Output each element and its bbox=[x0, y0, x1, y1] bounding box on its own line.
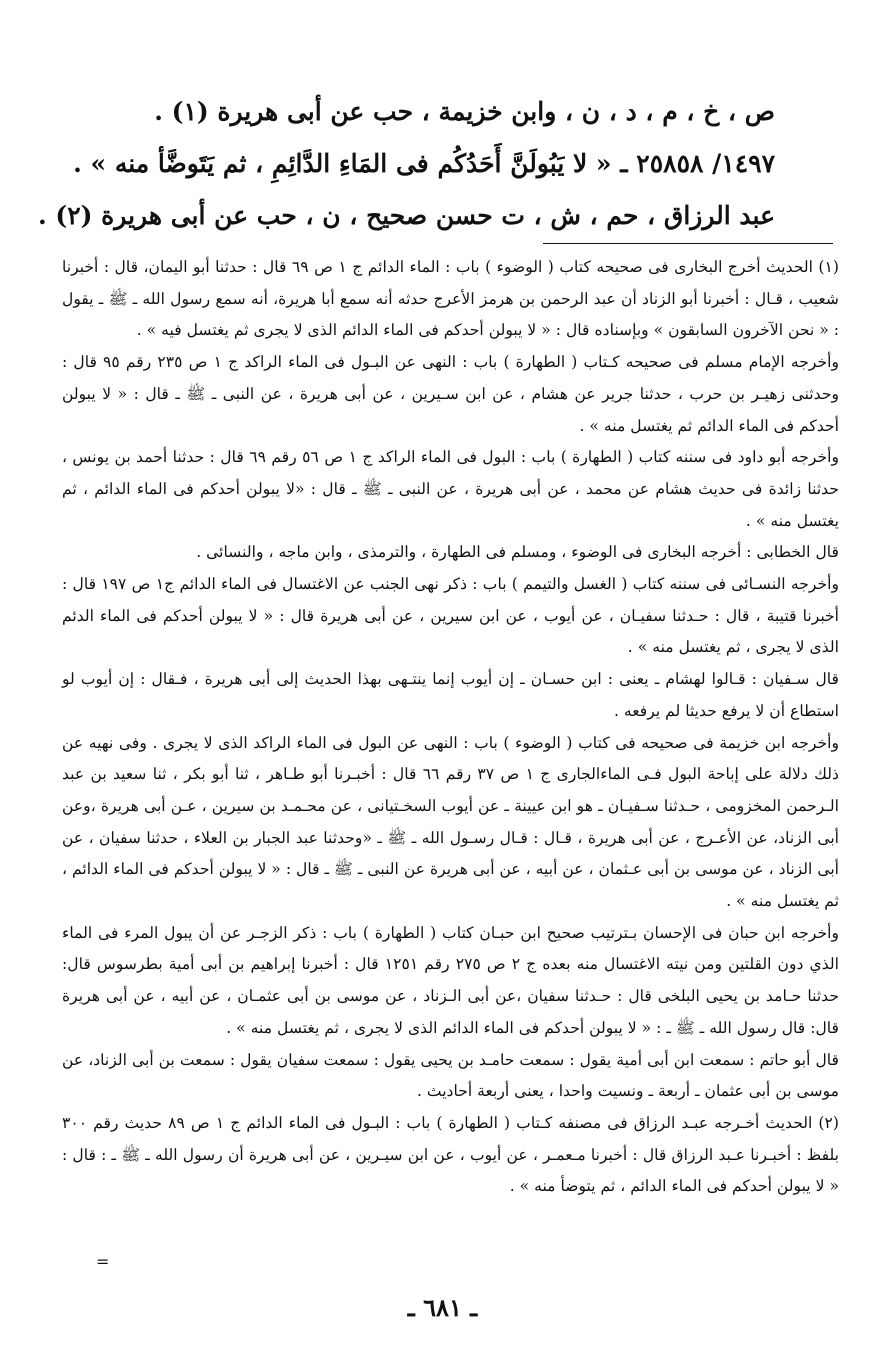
footnote-paragraph: (٢) الحديث أخـرجه عبـد الرزاق فى مصنفه كـتاب ( الطهارة ) باب : البـول فى الماء الدائم ج ١ ص ٨٩ حديث رقم ٣٠٠ بلفظ : أخبـرنا عـبد الرزاق قال : أخبرنا مـعمـر ، عن أيوب ، عن ابن سيـرين ، عن أبى هريرة أن رسول الله ـ ﷺ ـ : قال : « لا يبولن أحدكم فى الماء الدائم ، ثم يتوضأ منه » . bbox=[62, 1113, 840, 1196]
footnotes bbox=[62, 252, 839, 1203]
main-text bbox=[37, 86, 775, 242]
footnote-separator bbox=[543, 243, 833, 244]
main-line: عبد الرزاق ، حم ، ش ، ت حسن صحيح ، ن ، حب عن أبى هريرة (٢) . bbox=[37, 201, 775, 230]
hadith-line: ١٤٩٧/ ٢٥٨٥٨ ـ « لا يَبُولَنَّ أَحَدُكُم فى المَاءِ الدَّائِمِ ، ثم يَتَوضَّأ منه » . bbox=[73, 149, 775, 178]
page-number: ـ ٦٨١ ـ bbox=[407, 1293, 478, 1322]
footnote-paragraph: وأخرجه ابن حبان فى الإحسان بـترتيب صحيح ابن حبـان كتاب ( الطهارة ) باب : ذكر الزجـر عن أن يبول المرء فى الماء الذي دون القلتين ومن نيته الاغتسال منه بعده ج ٢ ص ٢٧٥ رقم ١٢٥١ قال : أخبرنا إبراهيم بن أبى أمية بطرسوس قال: حدثنا حـامد بن يحيى البلخى قال : حـدثنا سفيان ،عن أبى الـزناد ، عن موسى بن أبى عثمـان ، عن أبيه ، عن أبى هريرة قال: قال رسول الله ـ ﷺ ـ : « لا يبولن أحدكم فى الماء الدائم الذى لا يجرى ، ثم يغتسل منه » . bbox=[62, 923, 839, 1037]
footnote-paragraph: وأخرجه أبو داود فى سننه كتاب ( الطهارة ) باب : البول فى الماء الراكد ج ١ ص ٥٦ رقم ٦٩ قال : حدثنا أحمد بن يونس ، حدثنا زائدة فى حديث هشام عن محمد ، عن أبى هريرة ، عن النبى ـ ﷺ ـ قال : «لا يبولن أحدكم فى الماء الدائم ، ثم يغتسل منه » . bbox=[62, 448, 839, 530]
footnote-paragraph: وأخرجه الإمام مسلم فى صحيحه كـتاب ( الطهارة ) باب : النهى عن البـول فى الماء الراكد ج ١ ص ٢٣٥ رقم ٩٥ قال : وحدثنى زهيـر بن حرب ، حدثنا جرير عن هشام ، عن ابن سـيرين ، عن أبى هريرة ، عن النبى ـ ﷺ ـ قال : « لا يبولن أحدكم فى الماء الدائم ثم يغتسل منه » . bbox=[62, 353, 839, 435]
main-line: ص ، خ ، م ، د ، ن ، وابن خزيمة ، حب عن أبى هريرة (١) . bbox=[154, 97, 775, 126]
footnote-paragraph: قال سـفيان : قـالوا لهشام ـ يعنى : ابن حسـان ـ إن أيوب إنما ينتـهى بهذا الحديث إلى أبى هريرة ، فـقال : إن أيوب لو استطاع أن لا يرفع حديثا لم يرفعه . bbox=[62, 670, 839, 720]
footnote-paragraph: وأخرجه النسـائى فى سننه كتاب ( الغسل والتيمم ) باب : ذكر نهى الجنب عن الاغتسال فى الماء الدائم ج١ ص ١٩٧ قال : أخبرنا قتيبة ، قال : حـدثنا سفيـان ، عن أيوب ، عن ابن سيرين ، عن أبى هريرة قال : « لا يبولن أحدكم فى الماء الدئم الذى لا يجرى ، ثم يغتسل منه » . bbox=[62, 575, 839, 657]
footnote-paragraph: قال أبو حاتم : سمعت ابن أبى أمية يقول : سمعت حامـد بن يحيى يقول : سمعت سفيان يقول : سمعت بن أبى الزناد، عن موسى بن أبى عثمان ـ أربعة ـ ونسيت واحدا ، يعنى أربعة أحاديث . bbox=[62, 1050, 839, 1101]
footnote-paragraph: قال الخطابى : أخرجه البخارى فى الوضوء ، ومسلم فى الطهارة ، والترمذى ، وابن ماجه ، والنسائى . bbox=[196, 543, 839, 562]
footnote-paragraph: (١) الحديث أخرج البخارى فى صحيحه كتاب ( الوضوء ) باب : الماء الدائم ج ١ ص ٦٩ قال : حدثنا أبو اليمان، قال : أخبرنا شعيب ، قـال : أخبرنا أبو الزناد أن عبد الرحمن بن هرمز الأعرج حدثه أنه سمع أبا هريرة، أنه سمع رسول الله ـ ﷺ ـ يقول : « نحن الآخرون السابقون » وبإسناده قال : « لا يبولن أحدكم فى الماء الدائم الذى لا يجرى ثم يغتسل فيه » . bbox=[62, 258, 839, 340]
footnote-paragraph: وأخرجه ابن خزيمة فى صحيحه فى كتاب ( الوضوء ) باب : النهى عن البول فى الماء الراكد الذى لا يجرى . وفى نهيه عن ذلك دلالة على إباحة البول فـى الماءالجارى ج ١ ص ٣٧ رقم ٦٦ قال : أخبـرنا أبو طـاهر ، ثنا أبو بكر ، ثنا سعيد بن عبد الـرحمن المخزومى ، حـدثنا سـفيـان ـ هو ابن عيينة ـ عن أيوب السخـتيانى ، عن محـمـد بن سيرين ، عـن أبى هريرة ،وعن أبى الزناد، عن الأعـرج ، عن أبى هريرة ، قـال : قـال رسـول الله ـ ﷺ ـ «وحدثنا عبد الجبار بن العلاء ، حدثنا سفيان ، عن أبى الزناد ، عن موسى بن أبى عـثمان ، عن أبيه ، عن أبى هريرة عن النبى ـ ﷺ ـ قال : « لا يبولن أحدكم فى الماء الدائم ، ثم يغتسل منه » . bbox=[62, 733, 839, 911]
continuation-mark: = bbox=[96, 1252, 110, 1271]
